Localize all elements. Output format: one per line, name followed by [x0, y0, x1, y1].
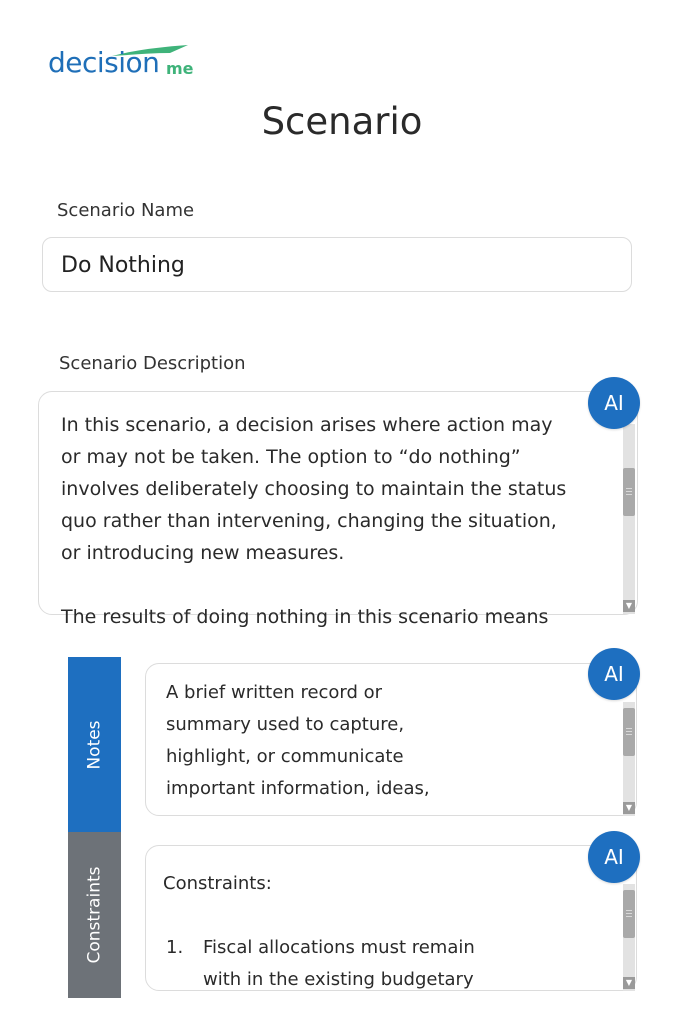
tab-constraints-label: Constraints — [84, 866, 105, 964]
notes-scrollbar[interactable] — [623, 702, 635, 816]
description-ai-button[interactable] — [588, 377, 640, 429]
description-scroll-thumb[interactable] — [623, 468, 635, 516]
tab-notes[interactable] — [68, 657, 121, 832]
tab-constraints[interactable] — [68, 832, 121, 998]
logo-wordmark: decision — [48, 46, 160, 79]
page-title: Scenario — [261, 100, 423, 143]
notes-ai-button[interactable] — [588, 648, 640, 700]
scenario-description-label: Scenario Description — [59, 353, 246, 374]
constraints-item-number: 1. — [166, 937, 184, 958]
ai-assist-icon: AI — [604, 391, 624, 415]
constraints-scroll-thumb[interactable] — [623, 890, 635, 938]
scenario-description-textarea[interactable] — [38, 391, 638, 628]
description-scrollbar[interactable] — [623, 424, 635, 614]
notes-scroll-thumb[interactable] — [623, 708, 635, 756]
scroll-down-arrow-icon[interactable]: ▼ — [623, 802, 635, 814]
ai-assist-icon: AI — [604, 662, 624, 686]
scroll-down-arrow-icon[interactable]: ▼ — [623, 600, 635, 612]
scenario-name-label: Scenario Name — [57, 200, 195, 221]
notes-text: A brief written record or summary used to capture, highlight, or communicate important information, ideas, — [166, 682, 430, 799]
scenario-description-text: In this scenario, a decision arises where action may or may not be taken. The option to “do nothing” involves deliberately choosing to maintain the status quo rather than intervening, changing the situation, or introducing new measures. The results of doing nothing in this scenario means — [61, 414, 567, 628]
ai-assist-icon: AI — [604, 845, 624, 869]
logo-suffix: me — [166, 59, 194, 78]
scroll-down-arrow-icon[interactable]: ▼ — [623, 977, 635, 989]
constraints-textarea[interactable] — [145, 845, 637, 991]
constraints-item-text: Fiscal allocations must remain with in the existing budgetary — [203, 937, 475, 990]
tab-notes-label: Notes — [84, 719, 105, 770]
constraints-scrollbar[interactable] — [623, 884, 635, 991]
scenario-name-input[interactable]: Do Nothing — [42, 237, 632, 292]
constraints-heading: Constraints: — [163, 873, 272, 894]
notes-textarea[interactable] — [145, 663, 637, 816]
constraints-ai-button[interactable] — [588, 831, 640, 883]
